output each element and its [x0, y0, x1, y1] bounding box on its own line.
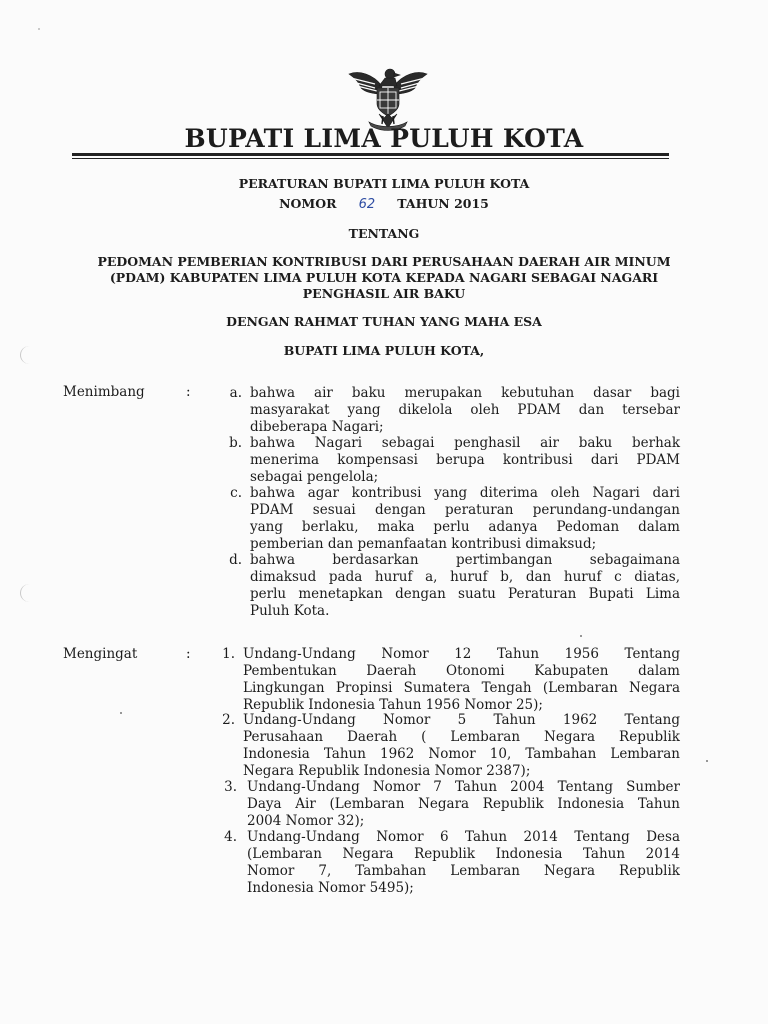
item-marker: 4. [224, 829, 237, 845]
nomor-label: NOMOR [279, 196, 337, 211]
scan-speck [38, 28, 40, 30]
item-marker: 3. [224, 779, 237, 795]
item-marker: 1. [222, 646, 235, 662]
mengingat-item-1 [222, 646, 680, 714]
item-line: Perusahaan Daerah ( Lembaran Negara Republik [243, 729, 680, 745]
mengingat-item-2 [222, 712, 680, 780]
item-line: Nomor 7, Tambahan Lembaran Negara Republik [247, 863, 680, 879]
regulation-year: TAHUN 2015 [397, 196, 489, 211]
item-marker: c. [230, 485, 242, 501]
mengingat-item-3 [224, 779, 680, 830]
item-line: 2004 Nomor 32); [247, 813, 365, 829]
item-line: Puluh Kota. [250, 603, 330, 619]
letterhead-rule-thin [72, 158, 669, 159]
scan-speck [706, 760, 708, 762]
regulation-heading: PERATURAN BUPATI LIMA PULUH KOTA [238, 176, 530, 191]
item-line: Daya Air (Lembaran Negara Republik Indonesia Tahun [247, 796, 680, 812]
item-line: menerima kompensasi berupa kontribusi dari PDAM [250, 452, 680, 468]
item-line: yang berlaku, maka perlu adanya Pedoman dalam [250, 519, 680, 535]
item-line: perlu menetapkan dengan suatu Peraturan Bupati Lima [250, 586, 680, 602]
item-line: bahwa agar kontribusi yang diterima oleh Nagari dari [250, 485, 680, 501]
menimbang-item-d [229, 552, 680, 620]
menimbang-item-a [229, 385, 680, 436]
item-line: Undang-Undang Nomor 12 Tahun 1956 Tentang [243, 646, 680, 662]
regulation-subject [62, 254, 706, 302]
item-line: Republik Indonesia Tahun 1956 Nomor 25); [243, 697, 543, 713]
item-marker: b. [229, 435, 242, 451]
item-line: Undang-Undang Nomor 7 Tahun 2004 Tentang Sumber [247, 779, 680, 795]
mengingat-colon: : [186, 646, 191, 662]
item-line: Indonesia Tahun 1962 Nomor 10, Tambahan Lembaran [243, 746, 680, 762]
issuer-line: BUPATI LIMA PULUH KOTA, [283, 343, 485, 358]
menimbang-item-b [229, 435, 680, 486]
item-line: bahwa air baku merupakan kebutuhan dasar bagi [250, 385, 680, 401]
item-marker: d. [229, 552, 242, 568]
item-line: (Lembaran Negara Republik Indonesia Tahun 2014 [247, 846, 680, 862]
subject-line: PENGHASIL AIR BAKU [302, 286, 466, 301]
item-line: Undang-Undang Nomor 6 Tahun 2014 Tentang Desa [247, 829, 680, 845]
punch-hole-mark [20, 346, 39, 364]
mengingat-item-4 [224, 829, 680, 897]
item-line: dibeberapa Nagari; [250, 419, 384, 435]
tentang-heading: TENTANG [348, 226, 420, 241]
handwritten-number: 62 [358, 197, 376, 212]
letterhead-title: BUPATI LIMA PULUH KOTA [184, 124, 584, 153]
item-line: bahwa Nagari sebagai penghasil air baku berhak [250, 435, 680, 451]
subject-line: PEDOMAN PEMBERIAN KONTRIBUSI DARI PERUSAHAAN DAERAH AIR MINUM [97, 254, 671, 269]
scan-speck [580, 635, 582, 637]
item-marker: a. [229, 385, 242, 401]
subject-line: (PDAM) KABUPATEN LIMA PULUH KOTA KEPADA NAGARI SEBAGAI NAGARI [109, 270, 659, 285]
item-line: Lingkungan Propinsi Sumatera Tengah (Lembaran Negara [243, 680, 680, 696]
item-line: Pembentukan Daerah Otonomi Kabupaten dalam [243, 663, 680, 679]
letterhead-rule [72, 153, 669, 156]
item-marker: 2. [222, 712, 235, 728]
item-line: pemberian dan pemanfaatan kontribusi dimaksud; [250, 536, 597, 552]
item-line: Indonesia Nomor 5495); [247, 880, 414, 896]
mengingat-label: Mengingat [63, 646, 138, 662]
scan-speck [120, 712, 122, 714]
punch-hole-mark [20, 584, 39, 602]
menimbang-item-c [230, 485, 680, 553]
menimbang-label: Menimbang [63, 384, 145, 400]
item-line: PDAM sesuai dengan peraturan perundang-undangan [250, 502, 680, 518]
menimbang-colon: : [186, 384, 191, 400]
item-line: Undang-Undang Nomor 5 Tahun 1962 Tentang [243, 712, 680, 728]
regulation-number-line [0, 196, 768, 212]
item-line: Negara Republik Indonesia Nomor 2387); [243, 763, 531, 779]
item-line: bahwa berdasarkan pertimbangan sebagaimana [250, 552, 680, 568]
item-line: sebagai pengelola; [250, 469, 379, 485]
item-line: dimaksud pada huruf a, huruf b, dan huruf c diatas, [250, 569, 680, 585]
item-line: masyarakat yang dikelola oleh PDAM dan tersebar [250, 402, 680, 418]
blessing-line: DENGAN RAHMAT TUHAN YANG MAHA ESA [226, 314, 542, 329]
